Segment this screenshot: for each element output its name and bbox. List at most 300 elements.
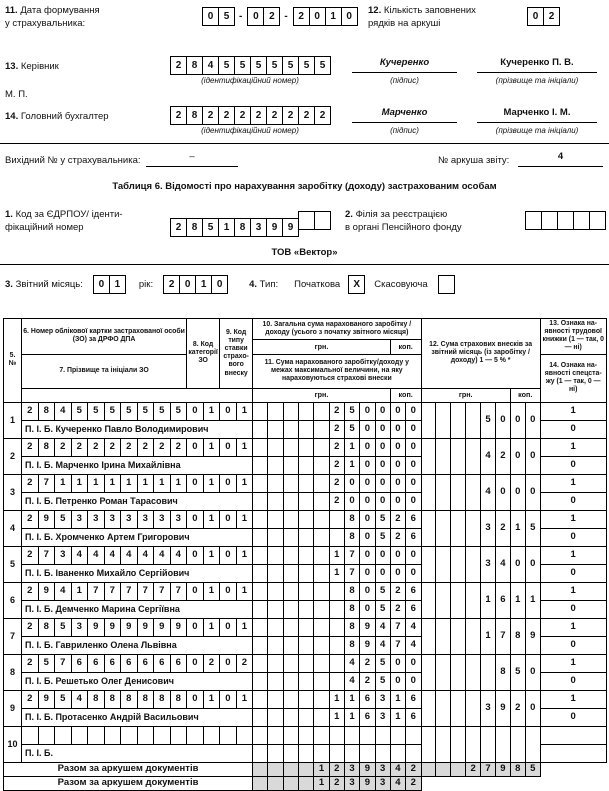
amount12-cell: 3: [481, 546, 496, 582]
amount11-cell: [283, 528, 298, 546]
amount10-cell: [283, 618, 298, 636]
amount10-cell: [299, 474, 314, 492]
amount10-cell: [253, 438, 268, 456]
flag13-cell: 1: [540, 690, 606, 708]
col11-hrn-header: грн.: [253, 388, 391, 402]
category-code-cell: 0: [187, 690, 204, 708]
digit-box: [314, 211, 331, 230]
field14-id-boxes: [170, 105, 330, 125]
amount12-cell: [421, 690, 436, 726]
amount11-cell: [314, 744, 329, 762]
amount11-cell: 4: [406, 636, 421, 654]
rate-type-cell: 1: [236, 582, 253, 600]
flag14-cell: 0: [540, 420, 606, 438]
amount11-cell: [314, 564, 329, 582]
amount10-cell: [299, 438, 314, 456]
amount12-cell: [436, 510, 451, 546]
amount12-cell: [436, 546, 451, 582]
id-digit-cell: 7: [154, 582, 171, 600]
digit-box: 5: [218, 7, 235, 26]
category-code-cell: 0: [187, 402, 204, 420]
amount10-cell: [268, 402, 283, 420]
amount11-cell: [329, 600, 344, 618]
row-number: 4: [4, 510, 22, 546]
id-digit-cell: 2: [22, 582, 39, 600]
amount11-cell: 3: [375, 708, 390, 726]
row-number: 9: [4, 690, 22, 726]
amount11-cell: 8: [344, 528, 359, 546]
amount12-cell: [466, 618, 481, 654]
amount10-cell: 5: [375, 510, 390, 528]
id-digit-cell: 1: [154, 474, 171, 492]
amount11-cell: 1: [329, 564, 344, 582]
person-name-cell: П. І. Б. Хромченко Артем Григорович: [22, 528, 253, 546]
id-digit-cell: 3: [104, 510, 121, 528]
amount10-cell: [299, 582, 314, 600]
digit-box: [589, 211, 606, 230]
amount10-cell: 6: [406, 510, 421, 528]
amount11-cell: [314, 420, 329, 438]
id-digit-cell: 3: [137, 510, 154, 528]
date-separator: -: [239, 10, 243, 22]
edrpou-boxes: [170, 211, 330, 237]
id-digit-cell: 5: [55, 510, 72, 528]
amount11-cell: [299, 672, 314, 690]
field3-label: 3. Звітний місяць:: [5, 279, 83, 290]
amount11-cell: 4: [375, 636, 390, 654]
rate-type-cell: 2: [236, 654, 253, 672]
amount10-cell: 0: [406, 654, 421, 672]
amount11-cell: [390, 744, 405, 762]
amount12-cell: 0: [510, 438, 525, 474]
person-name-cell: П. І. Б. Іваненко Михайло Сергійович: [22, 564, 253, 582]
amount12-cell: 1: [510, 582, 525, 618]
id-digit-cell: 1: [137, 474, 154, 492]
amount11-cell: 0: [390, 564, 405, 582]
amount12-cell: 2: [495, 510, 510, 546]
amount10-cell: [268, 510, 283, 528]
digit-box: 5: [234, 56, 251, 75]
amount10-cell: 4: [344, 654, 359, 672]
rate-type-cell: 0: [220, 546, 237, 564]
amount12-cell: [436, 474, 451, 510]
row-number: 2: [4, 438, 22, 474]
amount11-cell: 5: [375, 672, 390, 690]
col10-hrn-header: грн.: [253, 340, 391, 354]
amount10-cell: [299, 402, 314, 420]
digit-box: 2: [293, 7, 310, 26]
col10-kop-header: коп.: [390, 340, 421, 354]
flag14-cell: 0: [540, 528, 606, 546]
accountant-id-boxes: [170, 105, 330, 125]
amount11-cell: 1: [344, 456, 359, 474]
amount12-cell: 4: [481, 438, 496, 474]
id-digit-cell: 3: [71, 618, 88, 636]
rate-type-cell: 1: [236, 690, 253, 708]
amount10-cell: 6: [406, 582, 421, 600]
amount11-cell: 8: [344, 636, 359, 654]
digit-box: [525, 211, 542, 230]
totals-amount11-cell: 3: [375, 776, 390, 790]
row-number: 5: [4, 546, 22, 582]
amount11-cell: [268, 492, 283, 510]
amount12-cell: 5: [510, 654, 525, 690]
id-digit-cell: 2: [22, 654, 39, 672]
amount10-cell: 0: [360, 402, 375, 420]
amount11-cell: 5: [375, 600, 390, 618]
digit-box: 2: [543, 7, 560, 26]
amount11-cell: [268, 564, 283, 582]
year-label: рік:: [138, 279, 154, 290]
amount12-cell: [436, 654, 451, 690]
totals-amount12-cell: [436, 762, 451, 776]
amount12-cell: [421, 510, 436, 546]
amount11-cell: [283, 600, 298, 618]
digit-box: 0: [309, 7, 326, 26]
amount10-cell: [299, 546, 314, 564]
id-digit-cell: 5: [137, 402, 154, 420]
field11-date-boxes: [202, 6, 357, 26]
type-initial-box: X: [348, 275, 365, 294]
amount11-cell: 2: [329, 420, 344, 438]
amount10-cell: [253, 690, 268, 708]
amount12-cell: [466, 654, 481, 690]
id-digit-cell: 6: [170, 654, 187, 672]
amount12-cell: [421, 726, 436, 762]
totals-amount10-cell: 9: [360, 762, 375, 776]
amount12-cell: 7: [495, 618, 510, 654]
amount12-cell: 4: [481, 474, 496, 510]
amount10-cell: [283, 546, 298, 564]
id-digit-cell: 5: [55, 618, 72, 636]
amount11-cell: 0: [375, 492, 390, 510]
id-digit-cell: 1: [170, 474, 187, 492]
amount11-cell: 2: [360, 672, 375, 690]
amount11-cell: 0: [360, 492, 375, 510]
amount11-cell: 0: [406, 456, 421, 474]
id-digit-cell: 8: [104, 690, 121, 708]
amount11-cell: [283, 456, 298, 474]
totals-amount12-cell: [451, 762, 466, 776]
form-top-section: [0, 0, 609, 318]
id-digit-cell: 4: [71, 546, 88, 564]
id-digit-cell: 4: [137, 546, 154, 564]
id-digit-cell: [170, 726, 187, 744]
flag13-cell: 1: [540, 582, 606, 600]
flag13-cell: 1: [540, 510, 606, 528]
amount12-cell: [495, 726, 510, 762]
digit-box: [557, 211, 574, 230]
category-code-cell: 1: [203, 402, 220, 420]
amount11-cell: [314, 492, 329, 510]
digit-box: 2: [250, 106, 267, 125]
fullname-caption: (прізвище та ініціали): [495, 76, 579, 85]
amount12-cell: 4: [495, 546, 510, 582]
col14-header: 14. Ознака наявності спецстажу (1 — так, 0 — ні): [540, 354, 606, 402]
director-id-boxes: [170, 55, 330, 75]
amount11-cell: [344, 744, 359, 762]
id-digit-cell: 6: [154, 654, 171, 672]
digit-box: 9: [282, 218, 299, 237]
amount12-cell: 0: [495, 474, 510, 510]
digit-box: 2: [218, 106, 235, 125]
amount10-cell: [283, 654, 298, 672]
amount12-cell: [451, 726, 466, 762]
person-name-cell: П. І. Б. Марченко Ірина Михайлівна: [22, 456, 253, 474]
amount10-cell: 5: [375, 654, 390, 672]
amount11-cell: 5: [344, 420, 359, 438]
amount11-cell: 0: [406, 672, 421, 690]
amount11-cell: [268, 600, 283, 618]
accountant-fullname: Марченко І. М.: [477, 107, 597, 123]
amount10-cell: [268, 474, 283, 492]
amount10-cell: [299, 510, 314, 528]
row-number: 8: [4, 654, 22, 690]
amount10-cell: 7: [344, 546, 359, 564]
category-code-cell: 2: [203, 654, 220, 672]
amount10-cell: [329, 618, 344, 636]
category-code-cell: 1: [203, 474, 220, 492]
report-month-boxes: [93, 275, 125, 294]
amount11-cell: [299, 744, 314, 762]
amount11-cell: [314, 636, 329, 654]
rate-type-cell: 0: [220, 474, 237, 492]
amount11-cell: 7: [344, 564, 359, 582]
totals-amount11-cell: 1: [314, 776, 329, 790]
amount10-cell: 0: [360, 582, 375, 600]
id-digit-cell: 2: [121, 438, 138, 456]
amount11-cell: [314, 600, 329, 618]
amount12-cell: 8: [495, 654, 510, 690]
field13-id-boxes: [170, 55, 330, 75]
date-year-boxes: [293, 6, 357, 26]
amount12-cell: 0: [525, 654, 540, 690]
field11-label: 11. Дата формування у страхувальника:: [5, 5, 100, 29]
id-digit-cell: 2: [22, 402, 39, 420]
amount11-cell: [299, 492, 314, 510]
amount12-cell: [421, 546, 436, 582]
totals-amount10-cell: 2: [406, 762, 421, 776]
amount10-cell: [268, 726, 283, 744]
category-code-cell: 0: [187, 654, 204, 672]
person-name-cell: П. І. Б. Петренко Роман Тарасович: [22, 492, 253, 510]
amount12-cell: 6: [495, 582, 510, 618]
amount11-cell: [283, 672, 298, 690]
amount11-cell: [253, 420, 268, 438]
table-header: [4, 319, 607, 403]
id-digit-cell: 2: [22, 438, 39, 456]
totals-label: Разом за аркушем документів: [4, 776, 253, 790]
id-digit-cell: 2: [22, 546, 39, 564]
amount10-cell: 4: [406, 618, 421, 636]
amount10-cell: 6: [406, 690, 421, 708]
digit-box: 2: [298, 106, 315, 125]
id-digit-cell: 8: [38, 618, 55, 636]
flag13-cell: [540, 726, 606, 744]
rate-type-cell: 0: [220, 402, 237, 420]
digit-box: 5: [298, 56, 315, 75]
id-digit-cell: 8: [121, 690, 138, 708]
id-digit-cell: 7: [38, 546, 55, 564]
blank-area: [540, 762, 606, 776]
category-code-cell: 0: [187, 438, 204, 456]
amount11-cell: 0: [390, 672, 405, 690]
amount10-cell: [283, 726, 298, 744]
amount11-cell: 0: [360, 600, 375, 618]
amount11-cell: 0: [360, 456, 375, 474]
field4-label: 4. Тип:: [249, 279, 279, 290]
amount11-cell: 2: [329, 456, 344, 474]
amount11-cell: [299, 456, 314, 474]
totals-amount11-cell: 3: [344, 776, 359, 790]
field12-boxes: [527, 6, 559, 26]
digit-box: 5: [218, 56, 235, 75]
amount12-cell: 0: [525, 690, 540, 726]
amount11-cell: [253, 672, 268, 690]
id-digit-cell: 7: [170, 582, 187, 600]
amount12-cell: [466, 582, 481, 618]
totals-amount11-cell: 2: [329, 776, 344, 790]
totals-amount11-cell: [299, 776, 314, 790]
amount10-cell: 8: [344, 510, 359, 528]
amount12-cell: [466, 546, 481, 582]
amount12-cell: [510, 726, 525, 762]
totals-label: Разом за аркушем документів: [4, 762, 253, 776]
col12-hrn-header: грн.: [421, 388, 510, 402]
amount11-cell: [253, 600, 268, 618]
amount10-cell: 0: [360, 438, 375, 456]
amount11-cell: [268, 528, 283, 546]
amount12-cell: [451, 402, 466, 438]
amount10-cell: 0: [360, 510, 375, 528]
field2-boxes: [525, 211, 605, 235]
totals-amount12-cell: 7: [481, 762, 496, 776]
rate-type-cell: 0: [220, 618, 237, 636]
category-code-cell: 0: [187, 510, 204, 528]
category-code-cell: 0: [187, 546, 204, 564]
rate-type-cell: 0: [220, 438, 237, 456]
report-period-row: [5, 275, 454, 294]
amount11-cell: [268, 636, 283, 654]
amount11-cell: [253, 528, 268, 546]
id-digit-cell: 9: [104, 618, 121, 636]
amount10-cell: 0: [344, 474, 359, 492]
amount12-cell: 9: [495, 690, 510, 726]
col11-header: 11. Сума нарахованого заробітку/доходу у межах максимальної величини, на яку нараховуються страхові внески: [253, 354, 421, 388]
digit-box: 9: [266, 218, 283, 237]
amount12-cell: [466, 474, 481, 510]
amount11-cell: [253, 708, 268, 726]
amount10-cell: 5: [344, 402, 359, 420]
amount10-cell: [314, 510, 329, 528]
digit-box: 2: [314, 106, 331, 125]
digit-box: 2: [266, 106, 283, 125]
id-digit-cell: 5: [55, 690, 72, 708]
id-digit-cell: 4: [71, 690, 88, 708]
id-digit-cell: 5: [170, 402, 187, 420]
amount11-cell: [406, 744, 421, 762]
report-year-boxes: [163, 275, 227, 294]
digit-box: 0: [211, 275, 228, 294]
id-digit-cell: 2: [22, 474, 39, 492]
amount11-cell: [268, 456, 283, 474]
id-digit-cell: 9: [154, 618, 171, 636]
amount10-cell: 1: [329, 690, 344, 708]
type-cancel-label: Скасовуюча: [374, 279, 428, 290]
amount10-cell: [329, 654, 344, 672]
amount12-cell: 0: [525, 438, 540, 474]
amount10-cell: 2: [329, 402, 344, 420]
amount12-cell: 1: [525, 582, 540, 618]
person-name-cell: П. І. Б. Кучеренко Павло Володимирович: [22, 420, 253, 438]
amount10-cell: [268, 654, 283, 672]
date-month-boxes: [247, 6, 279, 26]
amount11-cell: [253, 564, 268, 582]
earnings-table: [3, 318, 607, 791]
amount10-cell: [253, 474, 268, 492]
amount10-cell: [253, 726, 268, 744]
field13-label: 13. Керівник: [5, 61, 59, 72]
amount10-cell: [253, 654, 268, 672]
date-day-boxes: [202, 6, 234, 26]
amount10-cell: 7: [390, 618, 405, 636]
category-code-cell: 0: [187, 618, 204, 636]
digit-box: 2: [170, 218, 187, 237]
amount11-cell: 0: [360, 564, 375, 582]
id-digit-cell: 2: [170, 438, 187, 456]
category-code-cell: [203, 726, 220, 744]
amount11-cell: [329, 744, 344, 762]
amount10-cell: [329, 726, 344, 744]
amount10-cell: 1: [390, 690, 405, 708]
amount12-cell: [421, 474, 436, 510]
amount12-cell: [466, 510, 481, 546]
digit-box: 1: [109, 275, 126, 294]
fullname-caption: (прізвище та ініціали): [495, 126, 579, 135]
digit-box: [573, 211, 590, 230]
digit-box: 5: [202, 218, 219, 237]
flag13-cell: 1: [540, 618, 606, 636]
col11-kop-header: коп.: [390, 388, 421, 402]
amount10-cell: 0: [390, 546, 405, 564]
amount10-cell: 2: [329, 474, 344, 492]
field12-label: 12. Кількість заповнених рядків на аркуші: [368, 5, 476, 29]
amount10-cell: 3: [375, 690, 390, 708]
flag14-cell: 0: [540, 708, 606, 726]
amount10-cell: 6: [360, 690, 375, 708]
digit-box: 5: [282, 56, 299, 75]
digit-box: 8: [234, 218, 251, 237]
field1-boxes: [170, 211, 330, 237]
row-number: 10: [4, 726, 22, 762]
row-number: 6: [4, 582, 22, 618]
flag14-cell: 0: [540, 456, 606, 474]
blank-area: [421, 776, 606, 790]
amount10-cell: [268, 690, 283, 708]
amount10-cell: [314, 402, 329, 420]
id-number-caption: (ідентифікаційний номер): [201, 126, 299, 135]
amount10-cell: [283, 582, 298, 600]
amount11-cell: 0: [406, 564, 421, 582]
rate-type-cell: 1: [236, 438, 253, 456]
amount12-cell: 0: [525, 546, 540, 582]
totals-amount11-cell: 2: [406, 776, 421, 790]
totals-amount11-cell: 4: [390, 776, 405, 790]
digit-box: 0: [341, 7, 358, 26]
amount10-cell: [299, 618, 314, 636]
amount10-cell: [314, 618, 329, 636]
digit-box: 2: [163, 275, 180, 294]
